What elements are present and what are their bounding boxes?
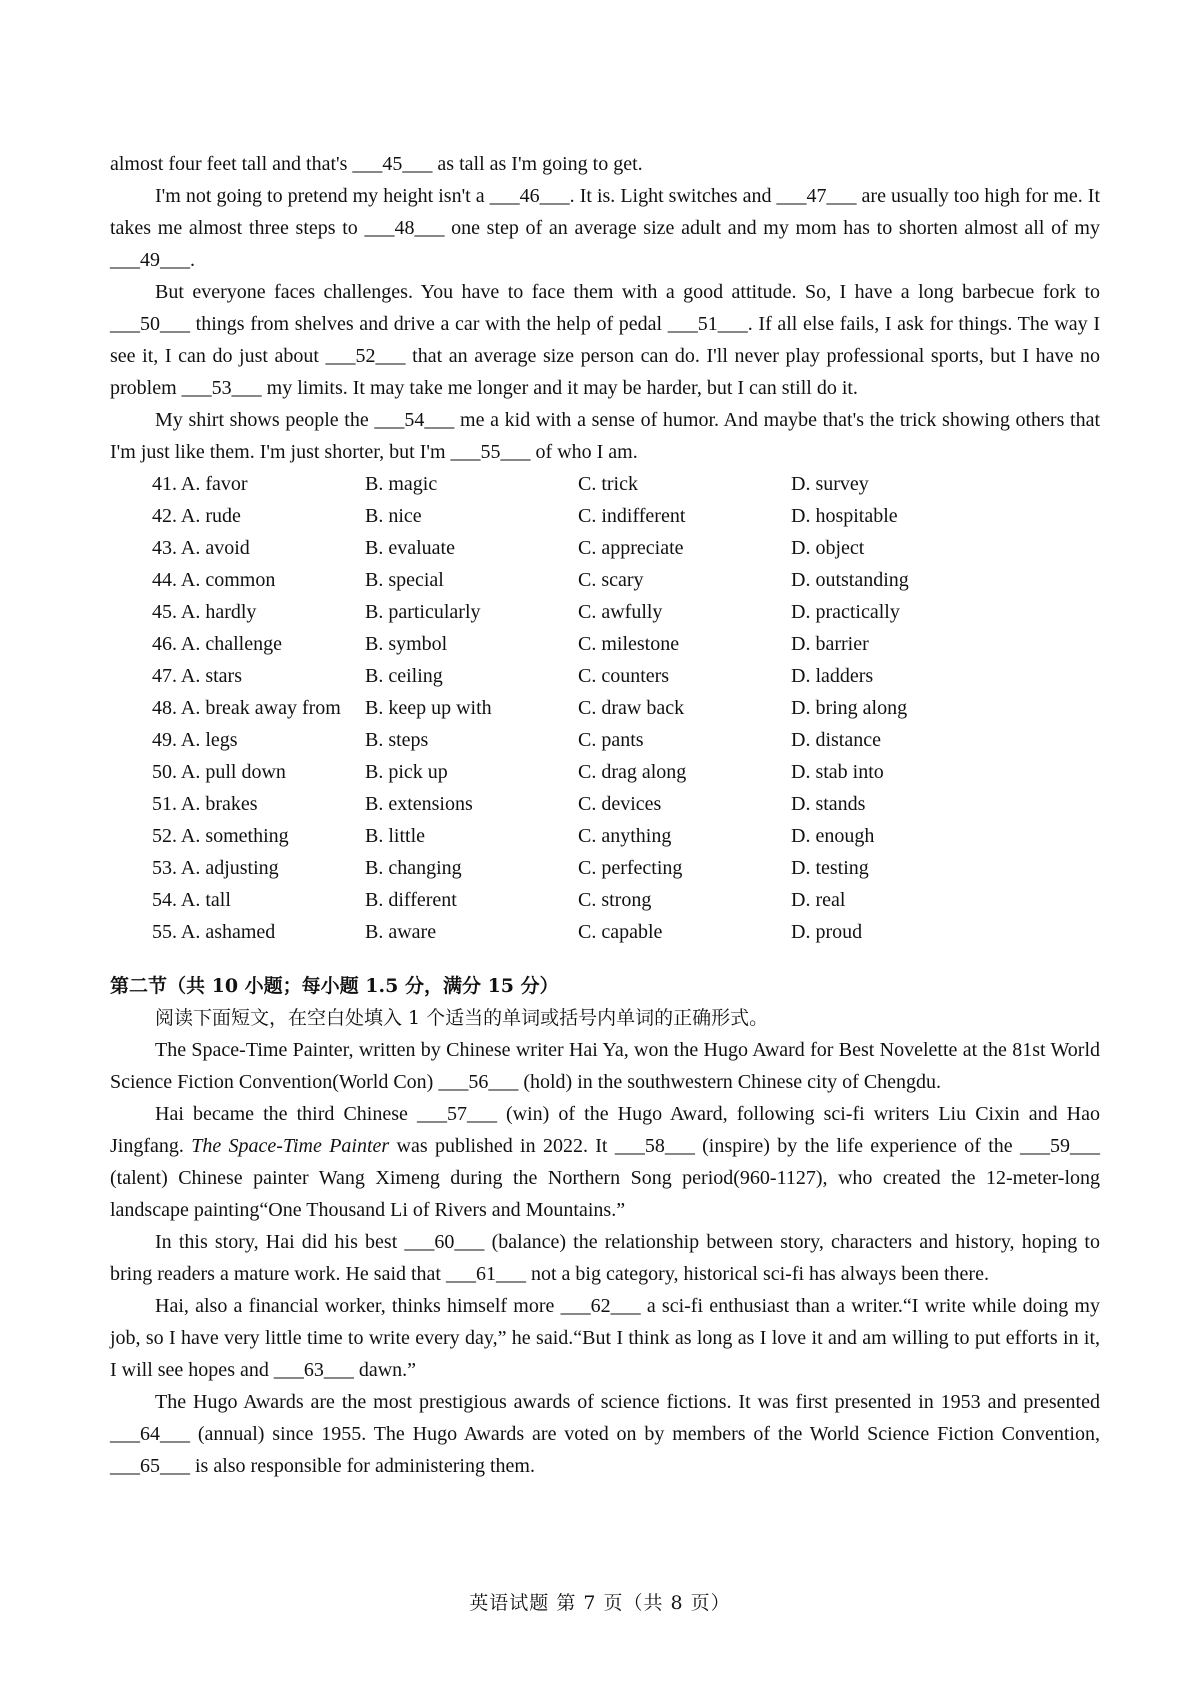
option-b: B. little bbox=[365, 825, 425, 847]
option-a: 43. A. avoid bbox=[152, 537, 250, 559]
option-a: 51. A. brakes bbox=[152, 793, 258, 815]
option-b: B. aware bbox=[365, 921, 437, 943]
option-row bbox=[110, 820, 1100, 852]
option-row bbox=[110, 756, 1100, 788]
option-c: C. milestone bbox=[578, 633, 680, 655]
option-a: 48. A. break away from bbox=[152, 697, 341, 719]
option-d: D. enough bbox=[791, 825, 875, 847]
option-row bbox=[110, 692, 1100, 724]
option-d: D. stab into bbox=[791, 761, 884, 783]
passage2-p2-text-before: Hai became the third Chinese ___57___ (win) of the Hugo Award, following sci-fi writers Liu Cixin and Hao Jingfang. bbox=[110, 1103, 1100, 1157]
option-c: C. capable bbox=[578, 921, 663, 943]
option-row bbox=[110, 628, 1100, 660]
option-d: D. object bbox=[791, 537, 865, 559]
option-d: D. barrier bbox=[791, 633, 869, 655]
option-b: B. particularly bbox=[365, 601, 481, 623]
option-a: 50. A. pull down bbox=[152, 761, 286, 783]
option-d: D. practically bbox=[791, 601, 900, 623]
option-row bbox=[110, 916, 1100, 948]
option-a: 46. A. challenge bbox=[152, 633, 282, 655]
option-b: B. special bbox=[365, 569, 444, 591]
option-c: C. strong bbox=[578, 889, 652, 911]
option-d: D. proud bbox=[791, 921, 863, 943]
option-a: 55. A. ashamed bbox=[152, 921, 276, 943]
option-c: C. perfecting bbox=[578, 857, 683, 879]
option-c: C. awfully bbox=[578, 601, 663, 623]
option-c: C. pants bbox=[578, 729, 644, 751]
option-c: C. anything bbox=[578, 825, 672, 847]
option-a: 54. A. tall bbox=[152, 889, 231, 911]
page-content bbox=[110, 148, 1100, 1482]
option-d: D. bring along bbox=[791, 697, 908, 719]
option-b: B. ceiling bbox=[365, 665, 443, 687]
option-b: B. nice bbox=[365, 505, 422, 527]
passage1-paragraph-2: But everyone faces challenges. You have to face them with a good attitude. So, I have a long barbecue fork to ___50___ things from shelves and drive a car with the help of pedal ___51___. If all else fails, I ask for things. The way I see it, I can do just about ___52___ that an average size person can do. I'll never play professional sports, but I have no problem ___53___ my limits. It may take me longer and it may be harder, but I can still do it. bbox=[110, 281, 1100, 399]
option-d: D. testing bbox=[791, 857, 869, 879]
option-d: D. ladders bbox=[791, 665, 874, 687]
option-d: D. distance bbox=[791, 729, 881, 751]
passage2-paragraph-2 bbox=[110, 1098, 1100, 1226]
option-row bbox=[110, 532, 1100, 564]
option-c: C. trick bbox=[578, 473, 638, 495]
option-a: 45. A. hardly bbox=[152, 601, 257, 623]
option-a: 53. A. adjusting bbox=[152, 857, 279, 879]
option-a: 47. A. stars bbox=[152, 665, 242, 687]
option-b: B. keep up with bbox=[365, 697, 492, 719]
option-c: C. indifferent bbox=[578, 505, 686, 527]
option-a: 41. A. favor bbox=[152, 473, 248, 495]
option-row bbox=[110, 564, 1100, 596]
option-b: B. pick up bbox=[365, 761, 448, 783]
passage2-paragraph-3: In this story, Hai did his best ___60___ (balance) the relationship between story, characters and history, hoping to bring readers a mature work. He said that ___61___ not a big category, historical sci-fi has always been there. bbox=[110, 1231, 1100, 1285]
option-b: B. magic bbox=[365, 473, 438, 495]
option-b: B. different bbox=[365, 889, 457, 911]
option-row bbox=[110, 724, 1100, 756]
option-row bbox=[110, 852, 1100, 884]
option-row bbox=[110, 468, 1100, 500]
option-c: C. drag along bbox=[578, 761, 687, 783]
option-row bbox=[110, 596, 1100, 628]
page-footer: 英语试题 第 7 页（共 8 页） bbox=[469, 1592, 731, 1614]
option-a: 44. A. common bbox=[152, 569, 276, 591]
passage2-paragraph-1: The Space-Time Painter, written by Chinese writer Hai Ya, won the Hugo Award for Best Novelette at the 81st World Science Fiction Convention(World Con) ___56___ (hold) in the southwestern Chinese city of Chengdu. bbox=[110, 1039, 1100, 1093]
section-2-directions: 阅读下面短文，在空白处填入 1 个适当的单词或括号内单词的正确形式。 bbox=[155, 1007, 769, 1029]
passage2-p2-italic-title: The Space-Time Painter bbox=[191, 1135, 390, 1157]
answer-options-list bbox=[110, 468, 1100, 948]
option-c: C. devices bbox=[578, 793, 662, 815]
passage2-paragraph-4: Hai, also a financial worker, thinks himself more ___62___ a sci-fi enthusiast than a writer.“I write while doing my job, so I have very little time to write every day,” he said.“But I think as long as I love it and am willing to put efforts in it, I will see hopes and ___63___ dawn.” bbox=[110, 1295, 1100, 1381]
option-row bbox=[110, 884, 1100, 916]
section-2-title: 第二节（共 10 小题；每小题 1.5 分，满分 15 分） bbox=[110, 975, 559, 997]
option-row bbox=[110, 788, 1100, 820]
option-d: D. real bbox=[791, 889, 846, 911]
option-b: B. evaluate bbox=[365, 537, 455, 559]
option-row bbox=[110, 500, 1100, 532]
option-row bbox=[110, 660, 1100, 692]
option-d: D. hospitable bbox=[791, 505, 898, 527]
option-a: 49. A. legs bbox=[152, 729, 238, 751]
passage1-paragraph-3: My shirt shows people the ___54___ me a kid with a sense of humor. And maybe that's the trick showing others that I'm just like them. I'm just shorter, but I'm ___55___ of who I am. bbox=[110, 409, 1100, 463]
option-a: 42. A. rude bbox=[152, 505, 241, 527]
option-c: C. counters bbox=[578, 665, 670, 687]
passage1-paragraph-1: I'm not going to pretend my height isn't a ___46___. It is. Light switches and ___47___ are usually too high for me. It takes me almost three steps to ___48___ one step of an average size adult and my mom has to shorten almost all of my ___49___. bbox=[110, 185, 1100, 271]
option-d: D. outstanding bbox=[791, 569, 909, 591]
passage2-p2-text-after: was published in 2022. It ___58___ (inspire) by the life experience of the ___59___ (talent) Chinese painter Wang Ximeng during the Northern Song period(960-1127), who created the 12-meter-long landscape painting“One Thousand Li of Rivers and Mountains.” bbox=[110, 1135, 1100, 1221]
option-b: B. symbol bbox=[365, 633, 448, 655]
option-d: D. survey bbox=[791, 473, 869, 495]
passage2-paragraph-5: The Hugo Awards are the most prestigious awards of science fictions. It was first presented in 1953 and presented ___64___ (annual) since 1955. The Hugo Awards are voted on by members of the World Science Fiction Convention, ___65___ is also responsible for administering them. bbox=[110, 1391, 1100, 1477]
option-a: 52. A. something bbox=[152, 825, 289, 847]
passage1-paragraph-0: almost four feet tall and that's ___45___ as tall as I'm going to get. bbox=[110, 153, 643, 175]
option-c: C. appreciate bbox=[578, 537, 684, 559]
option-d: D. stands bbox=[791, 793, 866, 815]
option-b: B. steps bbox=[365, 729, 429, 751]
option-c: C. scary bbox=[578, 569, 644, 591]
option-b: B. extensions bbox=[365, 793, 473, 815]
option-b: B. changing bbox=[365, 857, 462, 879]
option-c: C. draw back bbox=[578, 697, 685, 719]
